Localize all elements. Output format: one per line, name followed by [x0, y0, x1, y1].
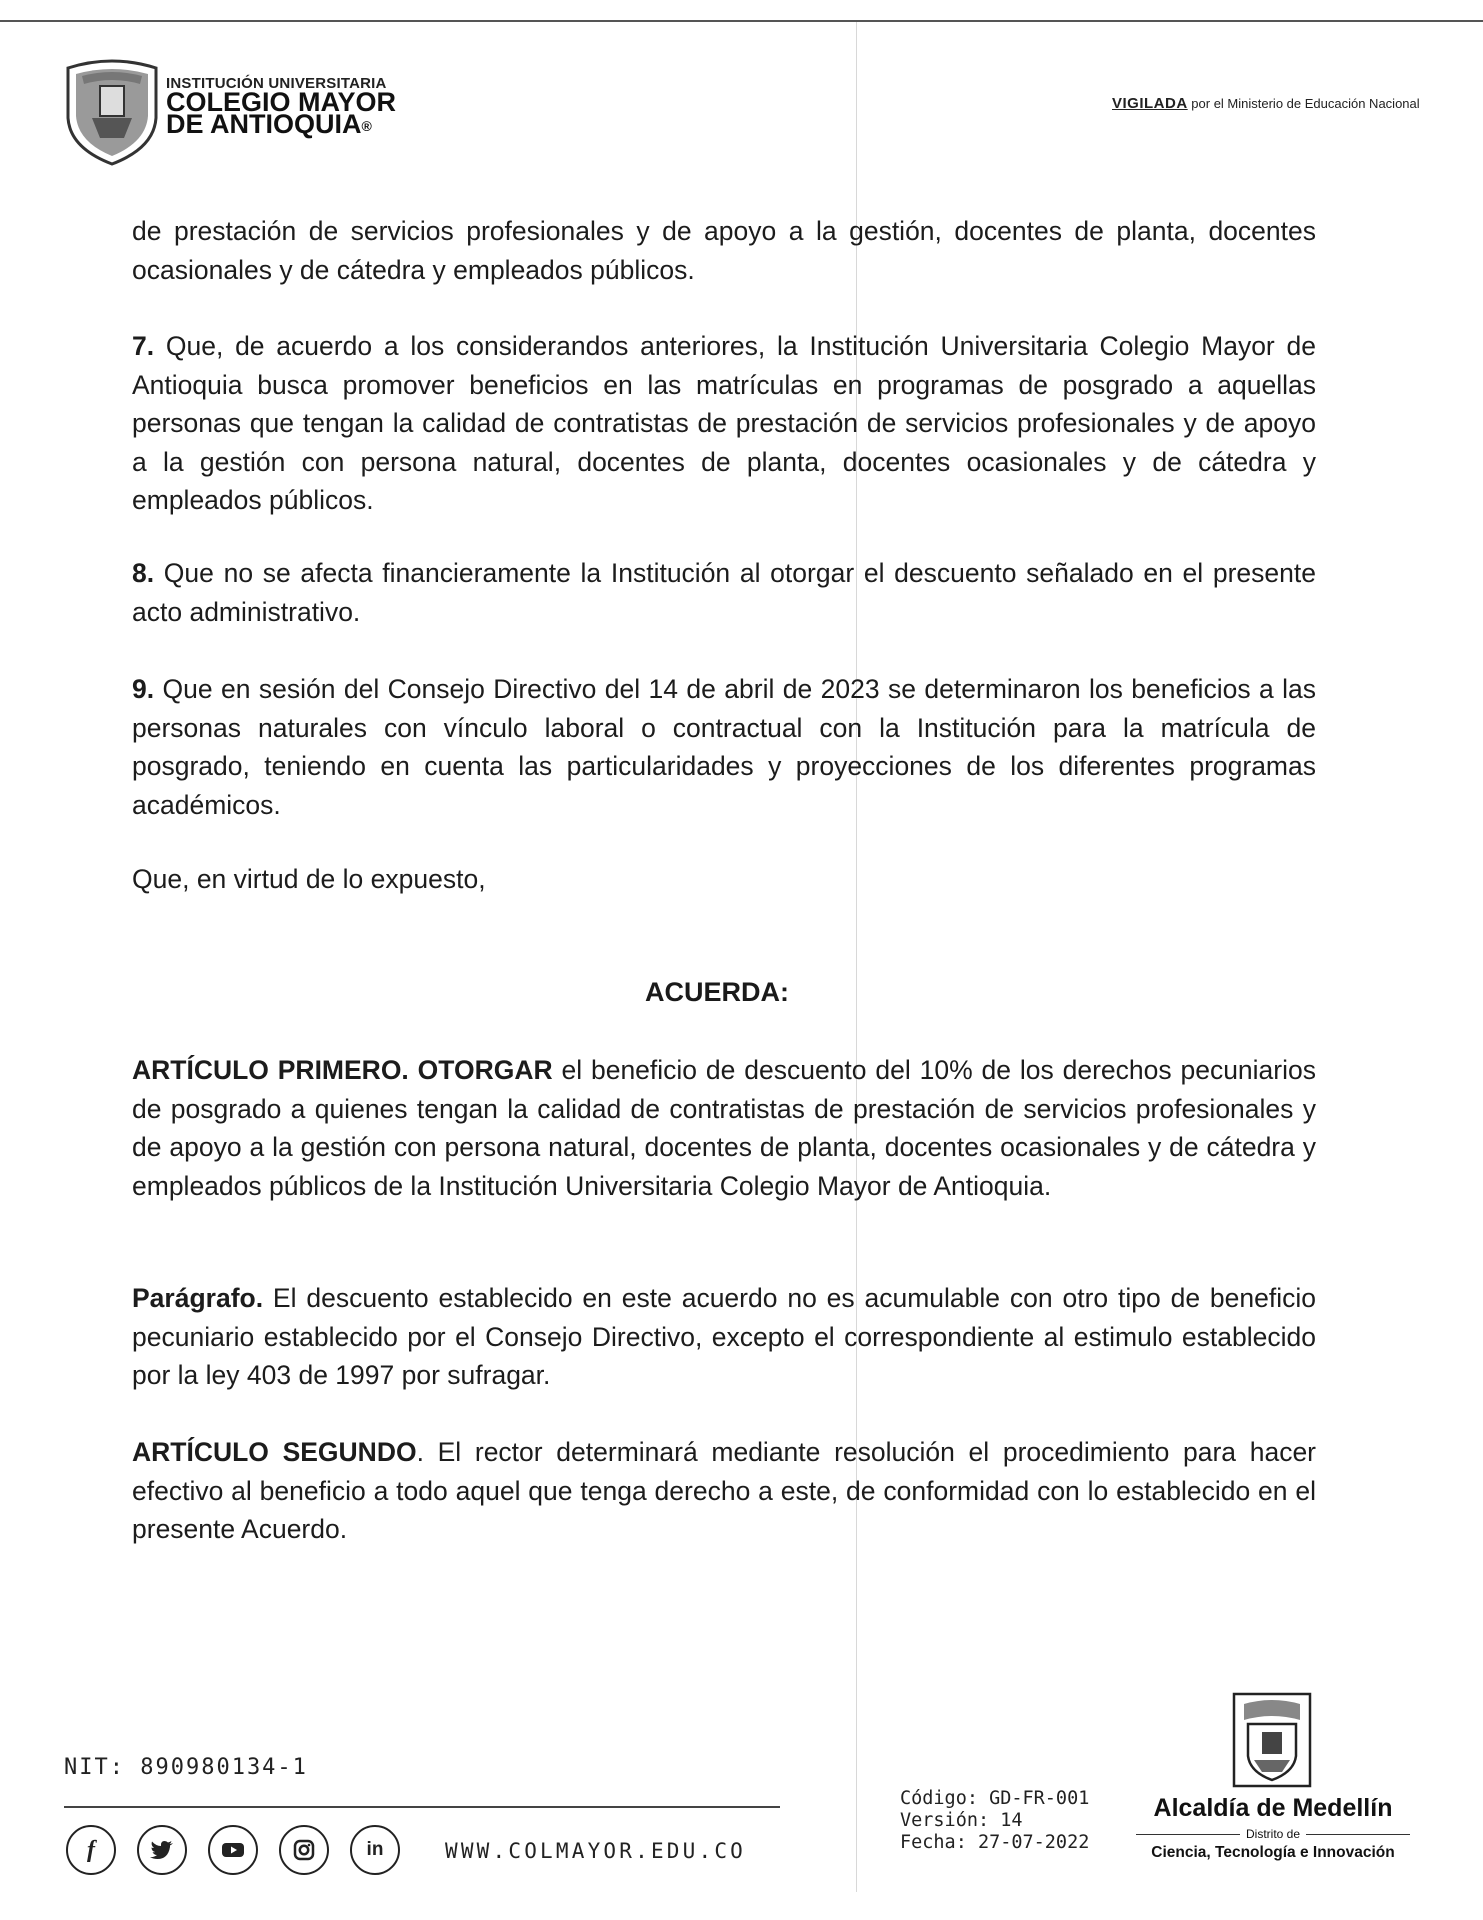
alcaldia-branding [1136, 1794, 1410, 1862]
paragraph-9-text: Que en sesión del Consejo Directivo del 14 de abril de 2023 se determinaron los beneficios a las personas naturales con vínculo laboral o contractual con la Institución para la matrícula de posgrado, teniendo en cuenta las particularidades y proyecciones de los diferentes programas académicos. [132, 674, 1316, 820]
document-metadata [900, 1788, 1089, 1854]
paragraph-7-number: 7. [132, 331, 155, 361]
twitter-icon[interactable] [137, 1825, 187, 1875]
instagram-icon[interactable] [279, 1825, 329, 1875]
vigilada-ministry: por el Ministerio de Educación Nacional [1191, 96, 1420, 111]
scan-fold-line [856, 22, 857, 1892]
paragraph-8-number: 8. [132, 558, 155, 588]
article-first-text: el beneficio de descuento del 10% de los derechos pecuniarios de posgrado a quienes tengan la calidad de contratistas de prestación de servicios profesionales y de apoyo a la gestión con persona natural, docentes de planta, docentes ocasionales y de cátedra y empleados públicos de la Institución Universitaria Colegio Mayor de Antioquia. [132, 1055, 1316, 1201]
document-version: Versión: 14 [900, 1810, 1023, 1831]
medellin-coat-of-arms-logo [1230, 1690, 1314, 1790]
paragraph-7-text: Que, de acuerdo a los considerandos anteriores, la Institución Universitaria Colegio Mayor de Antioquia busca promover beneficios en las matrículas en programas de posgrado a aquellas personas que tengan la calidad de contratistas de prestación de servicios profesionales y de apoyo a la gestión con persona natural, docentes de planta, docentes ocasionales y de cátedra y empleados públicos. [132, 331, 1316, 515]
alcaldia-subtitle: Ciencia, Tecnología e Innovación [1151, 1844, 1395, 1861]
paragraph-8-text: Que no se afecta financieramente la Institución al otorgar el descuento señalado en el presente acto administrativo. [132, 558, 1316, 627]
institution-type: INSTITUCIÓN UNIVERSITARIA [166, 75, 387, 92]
article-second-text: . El rector determinará mediante resolución el procedimiento para hacer efectivo al beneficio a todo aquel que tenga derecho a este, de conformidad con lo establecido en el presente Acuerdo. [132, 1437, 1317, 1544]
website-link[interactable]: WWW.COLMAYOR.EDU.CO [445, 1839, 747, 1863]
article-second [132, 1433, 1316, 1549]
linkedin-icon[interactable] [350, 1825, 400, 1875]
alcaldia-district: Distrito de [1245, 1827, 1301, 1841]
acuerda-heading: ACUERDA: [645, 977, 789, 1007]
institution-name-line-2: DE ANTIOQUIA [166, 109, 362, 139]
top-rule [0, 20, 1483, 22]
footer-rule [64, 1806, 780, 1808]
alcaldia-district-line [1136, 1827, 1410, 1841]
vigilada-notice [1112, 95, 1420, 112]
youtube-icon[interactable] [208, 1825, 258, 1875]
facebook-glyph: f [87, 1836, 95, 1863]
institution-shield-logo [62, 58, 162, 168]
paragrafo-label: Parágrafo. [132, 1283, 264, 1313]
paragraph-9 [132, 670, 1316, 824]
paragraph-7 [132, 327, 1316, 520]
paragrafo-text: El descuento establecido en este acuerdo no es acumulable con otro tipo de beneficio pecuniario establecido por el Consejo Directivo, excepto el correspondiente al estimulo establecido por la ley 403 de 1997 por sufragar. [132, 1283, 1316, 1390]
linkedin-glyph: in [366, 1839, 384, 1860]
article-first [132, 1051, 1316, 1205]
social-links [66, 1825, 400, 1875]
nit-number: NIT: 890980134-1 [64, 1755, 308, 1780]
alcaldia-name: Alcaldía de Medellín [1153, 1794, 1393, 1822]
facebook-icon[interactable] [66, 1825, 116, 1875]
article-first-label: ARTÍCULO PRIMERO. OTORGAR [132, 1055, 553, 1085]
paragraph-expuesto [132, 860, 1316, 899]
paragraph-9-number: 9. [132, 674, 155, 704]
document-date: Fecha: 27-07-2022 [900, 1832, 1090, 1853]
document-code: Código: GD-FR-001 [900, 1788, 1090, 1809]
institution-name-line-1: COLEGIO MAYOR [166, 87, 397, 117]
institution-name [166, 76, 396, 137]
paragraph-expuesto-text: Que, en virtud de lo expuesto, [132, 864, 486, 894]
paragraph-continuation-text: de prestación de servicios profesionales y de apoyo a la gestión, docentes de planta, docentes ocasionales y de cátedra y empleados públicos. [132, 216, 1316, 285]
paragrafo [132, 1279, 1316, 1395]
vigilada-label: VIGILADA [1112, 95, 1188, 112]
article-second-label: ARTÍCULO SEGUNDO [132, 1437, 417, 1467]
paragraph-continuation [132, 212, 1316, 289]
registered-mark: ® [361, 118, 372, 134]
paragraph-8 [132, 554, 1316, 631]
